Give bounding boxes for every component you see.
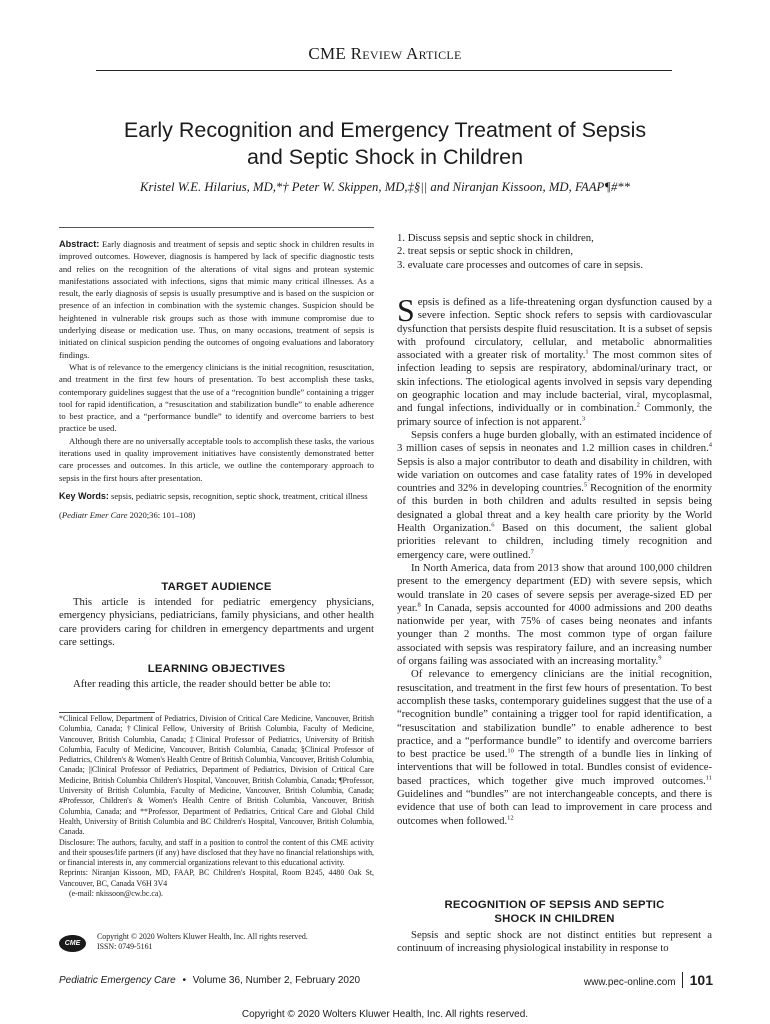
citation: (Pediatr Emer Care 2020;36: 101–108): [59, 510, 196, 521]
keywords-text: sepsis, pediatric sepsis, recognition, septic shock, treatment, critical illness: [111, 490, 368, 501]
footer-bullet: •: [182, 975, 187, 986]
reference-marker: 10: [507, 747, 514, 755]
recognition-heading-line-2: SHOCK IN CHILDREN: [494, 913, 615, 925]
footnotes: [59, 714, 374, 899]
keywords-label: Key Words:: [59, 490, 109, 501]
reference-marker: 9: [658, 654, 662, 662]
page-number: 101: [682, 972, 713, 988]
footer-issue: Volume 36, Number 2, February 2020: [192, 975, 361, 986]
reprints: Reprints: Niranjan Kissoon, MD, FAAP, BC Children's Hospital, Room B245, 4480 Oak St, Vancouver, BC, Canada V6H 3V4: [59, 868, 374, 888]
issn: ISSN: 0749-5161: [97, 942, 153, 952]
reference-marker: 8: [417, 601, 421, 609]
keywords: [59, 490, 374, 502]
abstract-paragraph-1: [59, 238, 374, 361]
footnote-divider: [59, 712, 155, 713]
copyright-block: [97, 932, 308, 953]
target-audience-section: [59, 596, 374, 649]
target-audience-text: This article is intended for pediatric emergency physicians, emergency physicians, pediatricians, family physicians, and other health care providers caring for children in emergency departments and urgent care settings.: [59, 596, 374, 648]
article-title: [60, 117, 710, 171]
learning-objectives-intro-block: [59, 678, 374, 691]
objective-item: 3. evaluate care processes and outcomes of care in sepsis.: [397, 258, 644, 271]
body-paragraph-3: In North America, data from 2013 show that around 100,000 children present to the emergency department (ED) with severe sepsis, which would translate in 20 cases of severe sepsis per average-sized ED per year.$^8$ In Canada, sepsis accounted for 4000 admissions and 200 deaths nationwide per year, with 75% of cases being neonates and infants younger than 2 months. The most common type of organ failure associated with sepsis was respiratory failure, and an increasing number of organs failing was associated with an increasing mortality.$^9$: [397, 561, 712, 668]
learning-objectives-heading: LEARNING OBJECTIVES: [147, 663, 286, 675]
footer-page-info: [520, 972, 713, 988]
header-divider: [96, 70, 672, 71]
reference-marker: 11: [705, 774, 712, 782]
disclosure: Disclosure: The authors, faculty, and staff in a position to control the content of this CME activity and their spouses/life partners (if any) have disclosed that they have no financial relationships with, or financial interests in, any commercial organizations relevant to this educational activity.: [59, 837, 374, 868]
copyright-notice: Copyright © 2020 Wolters Kluwer Health, Inc. All rights reserved.: [97, 932, 308, 941]
title-line-2: and Septic Shock in Children: [246, 145, 524, 169]
learning-objectives-intro: After reading this article, the reader should better be able to:: [73, 678, 331, 690]
reference-marker: 3: [581, 415, 586, 423]
email: (e-mail: nkissoon@cw.bc.ca).: [69, 889, 163, 899]
abstract-paragraph-3: Although there are no universally acceptable tools to accomplish these tasks, the various iterations used in quality improvement initiatives have consistently demonstrated better care processes and outcomes. In this article, we outline the contemporary approach to sepsis in the first hours after presentation.: [59, 435, 374, 483]
abstract-text-1: Early diagnosis and treatment of sepsis and septic shock in children results in improved outcomes. However, diagnosis is hampered by lack of specific diagnostic tests and relies on the recognition of the alterations of vital signs and protean systemic manifestations associated with infections, signs that mimic many critical illnesses. As a result, the early diagnosis of sepsis is usually presumptive and is based on the suspicion or presence of an infection in combination with the systemic changes. Suspicion should be heightened in vulnerable risk groups such as those with immune compromise due to underlying disease or medication use. Thus, on many occasions, treatment of sepsis is initiated on clinical suspicion pending the outcomes of ongoing evaluations and laboratory findings.: [59, 239, 375, 360]
cme-logo: CME: [59, 935, 86, 952]
affiliations: *Clinical Fellow, Department of Pediatrics, Division of Critical Care Medicine, Vancouver, British Columbia, Canada; †Clinical Fellow, University of British Columbia, Faculty of Medicine, Vancouver, British Columbia, Canada; ‡Clinical Professor of Pediatrics, University of British Columbia, Faculty of Medicine, Vancouver, British Columbia, Canada; §Clinical Professor of Pediatrics, Children's & Women's Health Centre of British Columbia, Vancouver, British Columbia, Canada; ||Clinical Professor of Pediatrics, Department of Pediatrics, Division of Critical Care Medicine, British Columbia Children's Hospital, Vancouver, British Columbia, Canada; ¶Professor, University of British Columbia, Faculty of Medicine, Vancouver, British Columbia, Canada; #Professor, Children's & Women's Health Centre of British Columbia, Vancouver, British Columbia, Canada; and **Professor, Department of Pediatrics, Critical Care and Global Child Health, University of British Columbia and BC Children's Hospital, Vancouver, British Columbia, Canada.: [59, 714, 374, 837]
footer-journal: Pediatric Emergency Care: [59, 975, 176, 986]
target-audience-heading: TARGET AUDIENCE: [161, 581, 272, 593]
reference-marker: 5: [583, 481, 588, 489]
reference-marker: 4: [708, 441, 712, 449]
abstract-paragraph-2: What is of relevance to the emergency clinicians is the initial recognition, resuscitation, and treatment in the first few hours of presentation. To best accomplish these tasks, contemporary guidelines suggest that the use of a “recognition bundle” containing a trigger tool for rapid identification, a “resuscitation and stabilization bundle” to enable adherence to best practice, and a “performance bundle” to identify and overcome barriers to best practice be used.: [59, 361, 374, 434]
body-paragraph-2: Sepsis confers a huge burden globally, with an estimated incidence of 3 million cases of sepsis in neonates and 1.2 million cases in children.$^4$ Sepsis is also a major contributor to death and disability in children, with wide variation on outcomes and case fatality rates of 19% in developed countries and 32% in developing countries.$^5$ Recognition of the enormity of this burden in both children and adults resulted in sepsis being designated a global threat and a key health care priority by the World Health Organization.$^6$ Based on this document, the salient global priorities relevant to children, including timely recognition and emergency care, were outlined.$^7$: [397, 428, 712, 561]
reference-marker: 1: [585, 348, 589, 356]
body-paragraph-4: Of relevance to emergency clinicians are the initial recognition, resuscitation, and treatment in the first few hours of presentation. To best accomplish these tasks, contemporary guidelines suggest that the use of a “recognition bundle” containing a trigger tool for rapid identification, a “resuscitation and stabilization bundle” to enable adherence to best practice, and a “performance bundle” to identify and overcome barriers to best practice be used.$^{10}$ The strength of a bundle lies in linking of interventions that will be followed in total. Bundles consist of evidence-based practices, which together give much improved outcomes.$^{11}$ Guidelines and “bundles” are not interchangeable concepts, and there is evidence that use of both can lead to improvement in care process and outcomes when followed.$^{12}$: [397, 668, 712, 827]
author-list: Kristel W.E. Hilarius, MD,*† Peter W. Skippen, MD,‡§|| and Niranjan Kissoon, MD, FAAP¶#**: [140, 180, 630, 194]
section-label: CME Review Article: [308, 44, 462, 63]
reference-marker: 12: [507, 814, 514, 822]
drop-cap: S: [397, 292, 415, 328]
body-paragraph-1: Sepsis is defined as a life-threatening organ dysfunction caused by a severe infection. Septic shock refers to sepsis with cardiovascular dysfunction that persists despite fluid resuscitation. It is a subset of sepsis with profound circulatory, cellular, and metabolic abnormalities associated with a greater risk of mortality.$^1$ The most common sites of infection leading to sepsis are respiratory, abdominal/urinary tract, or skin infections. The etiological agents involved in sepsis vary depending on geographic location and may include bacterial, viral, mycoplasmal, and fungal infections, individually or in combination.$^2$ Commonly, the primary source of infection is not apparent.$^3$: [397, 292, 712, 428]
objective-item: 2. treat sepsis or septic shock in children,: [397, 245, 574, 258]
recognition-heading-line-1: RECOGNITION OF SEPSIS AND SEPTIC: [444, 899, 665, 911]
citation-details: 2020;36: 101–108): [129, 510, 196, 521]
footer-website-link[interactable]: www.pec-online.com: [583, 977, 676, 988]
section-header: [0, 44, 770, 64]
reference-marker: 2: [636, 401, 640, 409]
reference-marker: 7: [530, 548, 534, 556]
objective-item: 1. Discuss sepsis and septic shock in children,: [397, 232, 594, 244]
citation-journal: Pediatr Emer Care: [61, 510, 128, 521]
recognition-section: [397, 929, 712, 956]
reference-marker: 6: [491, 521, 495, 529]
recognition-heading: [397, 898, 712, 926]
abstract-divider: [59, 227, 374, 228]
main-body: [397, 292, 712, 828]
learning-objectives-list: [397, 232, 712, 272]
title-line-1: Early Recognition and Emergency Treatment of Sepsis: [123, 118, 647, 142]
footer-journal-info: [59, 975, 360, 986]
abstract-label: Abstract:: [59, 239, 100, 249]
bottom-copyright: Copyright © 2020 Wolters Kluwer Health, Inc. All rights reserved.: [241, 1009, 529, 1020]
abstract: [59, 238, 374, 522]
body-paragraph-5: Sepsis and septic shock are not distinct entities but represent a continuum of increasing physiological instability in response to: [397, 929, 712, 955]
